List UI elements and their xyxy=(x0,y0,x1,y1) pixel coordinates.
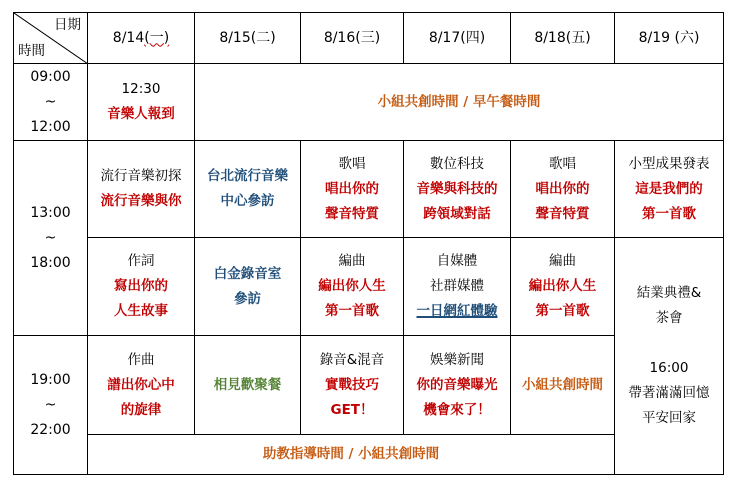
cell-0814-eve: 作曲 譜出你心中 的旋律 xyxy=(88,336,195,435)
cell-0815-eve: 相見歡聚餐 xyxy=(195,336,301,435)
day-header-3: 8/16(三) xyxy=(301,13,404,64)
cell-0817-pm1: 數位科技 音樂與科技的 跨領域對話 xyxy=(404,141,511,238)
cell-0814-pm1: 流行音樂初探 流行音樂與你 xyxy=(88,141,195,238)
day-header-6: 8/19 (六) xyxy=(615,13,724,64)
afternoon-row-1 xyxy=(14,141,724,238)
day-header-2: 8/15(二) xyxy=(195,13,301,64)
cell-0819-closing: 結業典禮& 茶會 16:00 帶著滿滿回憶 平安回家 xyxy=(615,238,724,475)
afternoon-row-2 xyxy=(14,238,724,336)
cell-0814-morning: 12:30 音樂人報到 xyxy=(88,64,195,141)
cell-0816-pm1: 歌唱 唱出你的 聲音特質 xyxy=(301,141,404,238)
corner-cell xyxy=(14,13,88,64)
date-label: 日期 xyxy=(54,17,81,33)
time-afternoon: 13:00 ~ 18:00 xyxy=(14,141,88,336)
cell-0818-pm1: 歌唱 唱出你的 聲音特質 xyxy=(511,141,615,238)
day-header-1-weekday: (一) xyxy=(144,29,170,46)
cell-0818-eve: 小組共創時間 xyxy=(511,336,615,435)
influencer-experience: 一日網紅體驗 xyxy=(416,303,498,319)
cell-0815-pm1: 台北流行音樂 中心參訪 xyxy=(195,141,301,238)
morning-row xyxy=(14,64,724,141)
time-evening: 19:00 ~ 22:00 xyxy=(14,336,88,475)
cell-0818-pm2: 編曲 編出你人生 第一首歌 xyxy=(511,238,615,336)
cell-evening-span: 助教指導時間 / 小組共創時間 xyxy=(88,435,615,475)
cell-0816-pm2: 編曲 編出你人生 第一首歌 xyxy=(301,238,404,336)
day-header-1-date: 8/14 xyxy=(112,29,145,46)
cell-0817-pm2: 自媒體 社群媒體 一日網紅體驗 xyxy=(404,238,511,336)
schedule-table xyxy=(13,12,724,475)
cell-morning-span: 小組共創時間 / 早午餐時間 xyxy=(195,64,724,141)
cell-0817-eve: 娛樂新聞 你的音樂曝光 機會來了！ xyxy=(404,336,511,435)
day-header-4: 8/17(四) xyxy=(404,13,511,64)
cell-0816-eve: 錄音&混音 實戰技巧 GET！ xyxy=(301,336,404,435)
cell-0819-pm1: 小型成果發表 這是我們的 第一首歌 xyxy=(615,141,724,238)
day-header-1 xyxy=(88,13,195,64)
header-row xyxy=(14,13,724,64)
cell-0815-pm2: 白金錄音室 參訪 xyxy=(195,238,301,336)
cell-0814-pm2: 作詞 寫出你的 人生故事 xyxy=(88,238,195,336)
day-header-5: 8/18(五) xyxy=(511,13,615,64)
time-label: 時間 xyxy=(18,43,45,59)
time-morning: 09:00 ~ 12:00 xyxy=(14,64,88,141)
